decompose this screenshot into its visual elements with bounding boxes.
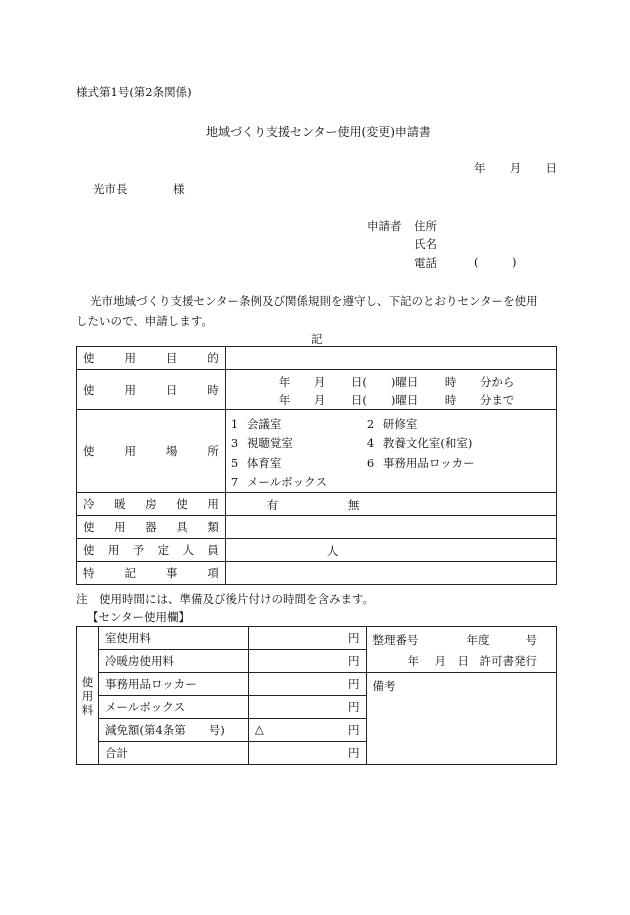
- permit-month: 月: [434, 653, 447, 668]
- place-name: 会議室: [246, 416, 282, 431]
- label-char: 使: [176, 497, 188, 511]
- label-char: 日: [165, 382, 178, 397]
- ki-mark: 記: [311, 332, 323, 346]
- name-label: 氏名: [414, 237, 437, 251]
- dt-day: 日(: [350, 374, 367, 389]
- ref-number-label: 整理番号: [372, 632, 419, 647]
- label-char: 事: [165, 566, 178, 580]
- remarks-cell[interactable]: [366, 673, 556, 765]
- place-name: 研修室: [382, 416, 418, 431]
- equipment-input[interactable]: [225, 516, 556, 539]
- ref-go: 号: [525, 632, 538, 647]
- yen-unit: 円: [348, 654, 360, 668]
- dt-year: 年: [278, 374, 291, 389]
- form-title: 地域づくり支援センター使用(変更)申請書: [206, 125, 431, 139]
- label-char: 所: [207, 444, 219, 458]
- label-char: 用: [124, 444, 136, 458]
- yen-unit: 円: [348, 631, 360, 645]
- fee-item-label: 冷暖房使用料: [98, 650, 248, 673]
- label-char: 定: [157, 543, 170, 557]
- label-char: 場: [165, 444, 178, 458]
- dt-month: 月: [313, 374, 326, 389]
- place-num: 2: [366, 416, 375, 431]
- fee-amount[interactable]: [248, 719, 366, 742]
- place-num: 5: [230, 455, 239, 470]
- place-num: 3: [230, 435, 239, 450]
- dt-weekday: )曜日: [390, 374, 419, 389]
- hvac-label: [77, 493, 226, 516]
- phone-paren-open: (: [474, 255, 479, 269]
- place-name: 体育室: [246, 455, 282, 470]
- label-char: 予: [132, 543, 145, 557]
- intro-line-2: したいので、申請します。: [76, 314, 213, 328]
- label-char: 類: [207, 520, 219, 534]
- form-number: 様式第1号(第2条関係): [76, 85, 192, 99]
- label-char: 具: [176, 520, 188, 534]
- place-num: 4: [366, 435, 375, 450]
- yen-unit: 円: [348, 746, 360, 760]
- label-char: 目: [165, 351, 178, 365]
- place-option-1[interactable]: [231, 416, 282, 432]
- fee-amount[interactable]: [248, 650, 366, 673]
- place-label: [77, 410, 226, 493]
- label-char: 使: [81, 674, 94, 689]
- row-equipment: [77, 516, 557, 539]
- people-input[interactable]: [225, 539, 556, 562]
- purpose-input[interactable]: [225, 347, 556, 370]
- label-char: 房: [145, 497, 157, 511]
- dt-weekday: )曜日: [390, 392, 419, 407]
- people-unit: 人: [326, 543, 339, 558]
- date-year: 年: [474, 161, 486, 175]
- label-char: 器: [145, 520, 157, 534]
- fee-label: [77, 627, 99, 765]
- fee-amount[interactable]: [248, 742, 366, 765]
- dt-hour: 時: [444, 392, 457, 407]
- row-purpose: [77, 347, 557, 370]
- row-notes: [77, 562, 557, 585]
- datetime-label: [77, 370, 226, 410]
- row-hvac: [77, 493, 557, 516]
- label-char: 使: [83, 543, 95, 557]
- dt-day: 日(: [350, 392, 367, 407]
- label-char: 料: [81, 702, 94, 717]
- ref-fiscal-year: 年度: [466, 632, 490, 647]
- row-datetime: [77, 370, 557, 410]
- hvac-yes[interactable]: 有: [266, 497, 279, 512]
- center-use-table: [76, 626, 557, 765]
- permit-day: 日: [457, 653, 470, 668]
- ref-number-cell: [366, 627, 556, 673]
- place-name: メールボックス: [246, 474, 327, 489]
- notes-label: [77, 562, 226, 585]
- permit-issued: 許可書発行: [479, 653, 538, 668]
- fee-amount[interactable]: [248, 696, 366, 719]
- label-char: 項: [207, 566, 219, 580]
- fee-row: [77, 627, 557, 650]
- label-char: 用: [124, 351, 136, 365]
- label-char: 用: [207, 497, 219, 511]
- place-name: 教養文化室(和室): [382, 435, 473, 450]
- address-label: 住所: [414, 219, 437, 233]
- people-label: [77, 539, 226, 562]
- addressee: 光市長: [93, 182, 128, 196]
- dt-year: 年: [278, 392, 291, 407]
- label-char: 使: [83, 520, 95, 534]
- fee-amount[interactable]: [248, 673, 366, 696]
- dt-hour: 時: [444, 374, 457, 389]
- notes-input[interactable]: [225, 562, 556, 585]
- label-char: 時: [207, 382, 219, 397]
- fee-item-label: 減免額(第4条第 号): [98, 719, 248, 742]
- place-option-2[interactable]: [367, 416, 418, 432]
- place-num: 1: [230, 416, 239, 431]
- usage-note: 注 使用時間には、準備及び後片付けの時間を含みます。: [76, 592, 375, 606]
- yen-unit: 円: [348, 723, 360, 737]
- date-line: [474, 160, 557, 176]
- purpose-label: [77, 347, 226, 370]
- permit-year: 年: [407, 653, 420, 668]
- label-char: 人: [182, 543, 194, 557]
- label-char: 特: [83, 566, 95, 580]
- equipment-label: [77, 516, 226, 539]
- place-options: [225, 410, 556, 493]
- dt-month: 月: [313, 392, 326, 407]
- fee-amount[interactable]: [248, 627, 366, 650]
- label-char: 使: [83, 382, 95, 397]
- place-option-4[interactable]: [367, 435, 472, 451]
- label-char: 的: [207, 351, 219, 365]
- fee-row: [77, 673, 557, 696]
- place-option-5[interactable]: [231, 455, 282, 471]
- applicant-label: 申請者: [367, 219, 402, 233]
- fee-item-label: 室使用料: [98, 627, 248, 650]
- label-char: 用: [114, 520, 126, 534]
- intro-line-1: 光市地域づくり支援センター条例及び関係規則を遵守し、下記のとおりセンターを使用: [90, 294, 538, 308]
- label-char: 員: [207, 543, 219, 557]
- label-char: 用: [81, 688, 94, 703]
- center-heading: 【センター使用欄】: [87, 610, 191, 624]
- fee-item-label: 合計: [98, 742, 248, 765]
- date-day: 日: [545, 161, 557, 175]
- fee-item-label: メールボックス: [98, 696, 248, 719]
- row-place: [77, 410, 557, 493]
- place-num: 7: [230, 474, 239, 489]
- place-option-7[interactable]: [231, 474, 327, 490]
- hvac-no[interactable]: 無: [347, 497, 360, 512]
- dt-until: 分まで: [479, 392, 515, 407]
- yen-unit: 円: [348, 700, 360, 714]
- label-char: 暖: [114, 497, 126, 511]
- datetime-input[interactable]: [225, 370, 556, 410]
- row-people: [77, 539, 557, 562]
- label-char: 記: [124, 566, 136, 580]
- yen-unit: 円: [348, 677, 360, 691]
- label-char: 用: [124, 382, 136, 397]
- phone-paren-close: ): [512, 255, 517, 269]
- hvac-options: [225, 493, 556, 516]
- place-option-6[interactable]: [367, 455, 475, 471]
- honorific: 様: [173, 182, 185, 196]
- remarks-label: 備考: [372, 679, 396, 693]
- label-char: 用: [107, 543, 120, 557]
- place-name: 視聴覚室: [246, 435, 293, 450]
- application-table: [76, 346, 557, 585]
- place-num: 6: [366, 455, 375, 470]
- label-char: 使: [83, 351, 95, 365]
- fee-item-label: 事務用品ロッカー: [98, 673, 248, 696]
- reduction-mark: △: [254, 722, 264, 736]
- label-char: 使: [83, 444, 95, 458]
- dt-from: 分から: [479, 374, 515, 389]
- date-month: 月: [509, 161, 522, 175]
- phone-label: 電話: [414, 256, 437, 270]
- place-option-3[interactable]: [231, 435, 293, 451]
- label-char: 冷: [83, 497, 95, 511]
- place-name: 事務用品ロッカー: [382, 455, 475, 470]
